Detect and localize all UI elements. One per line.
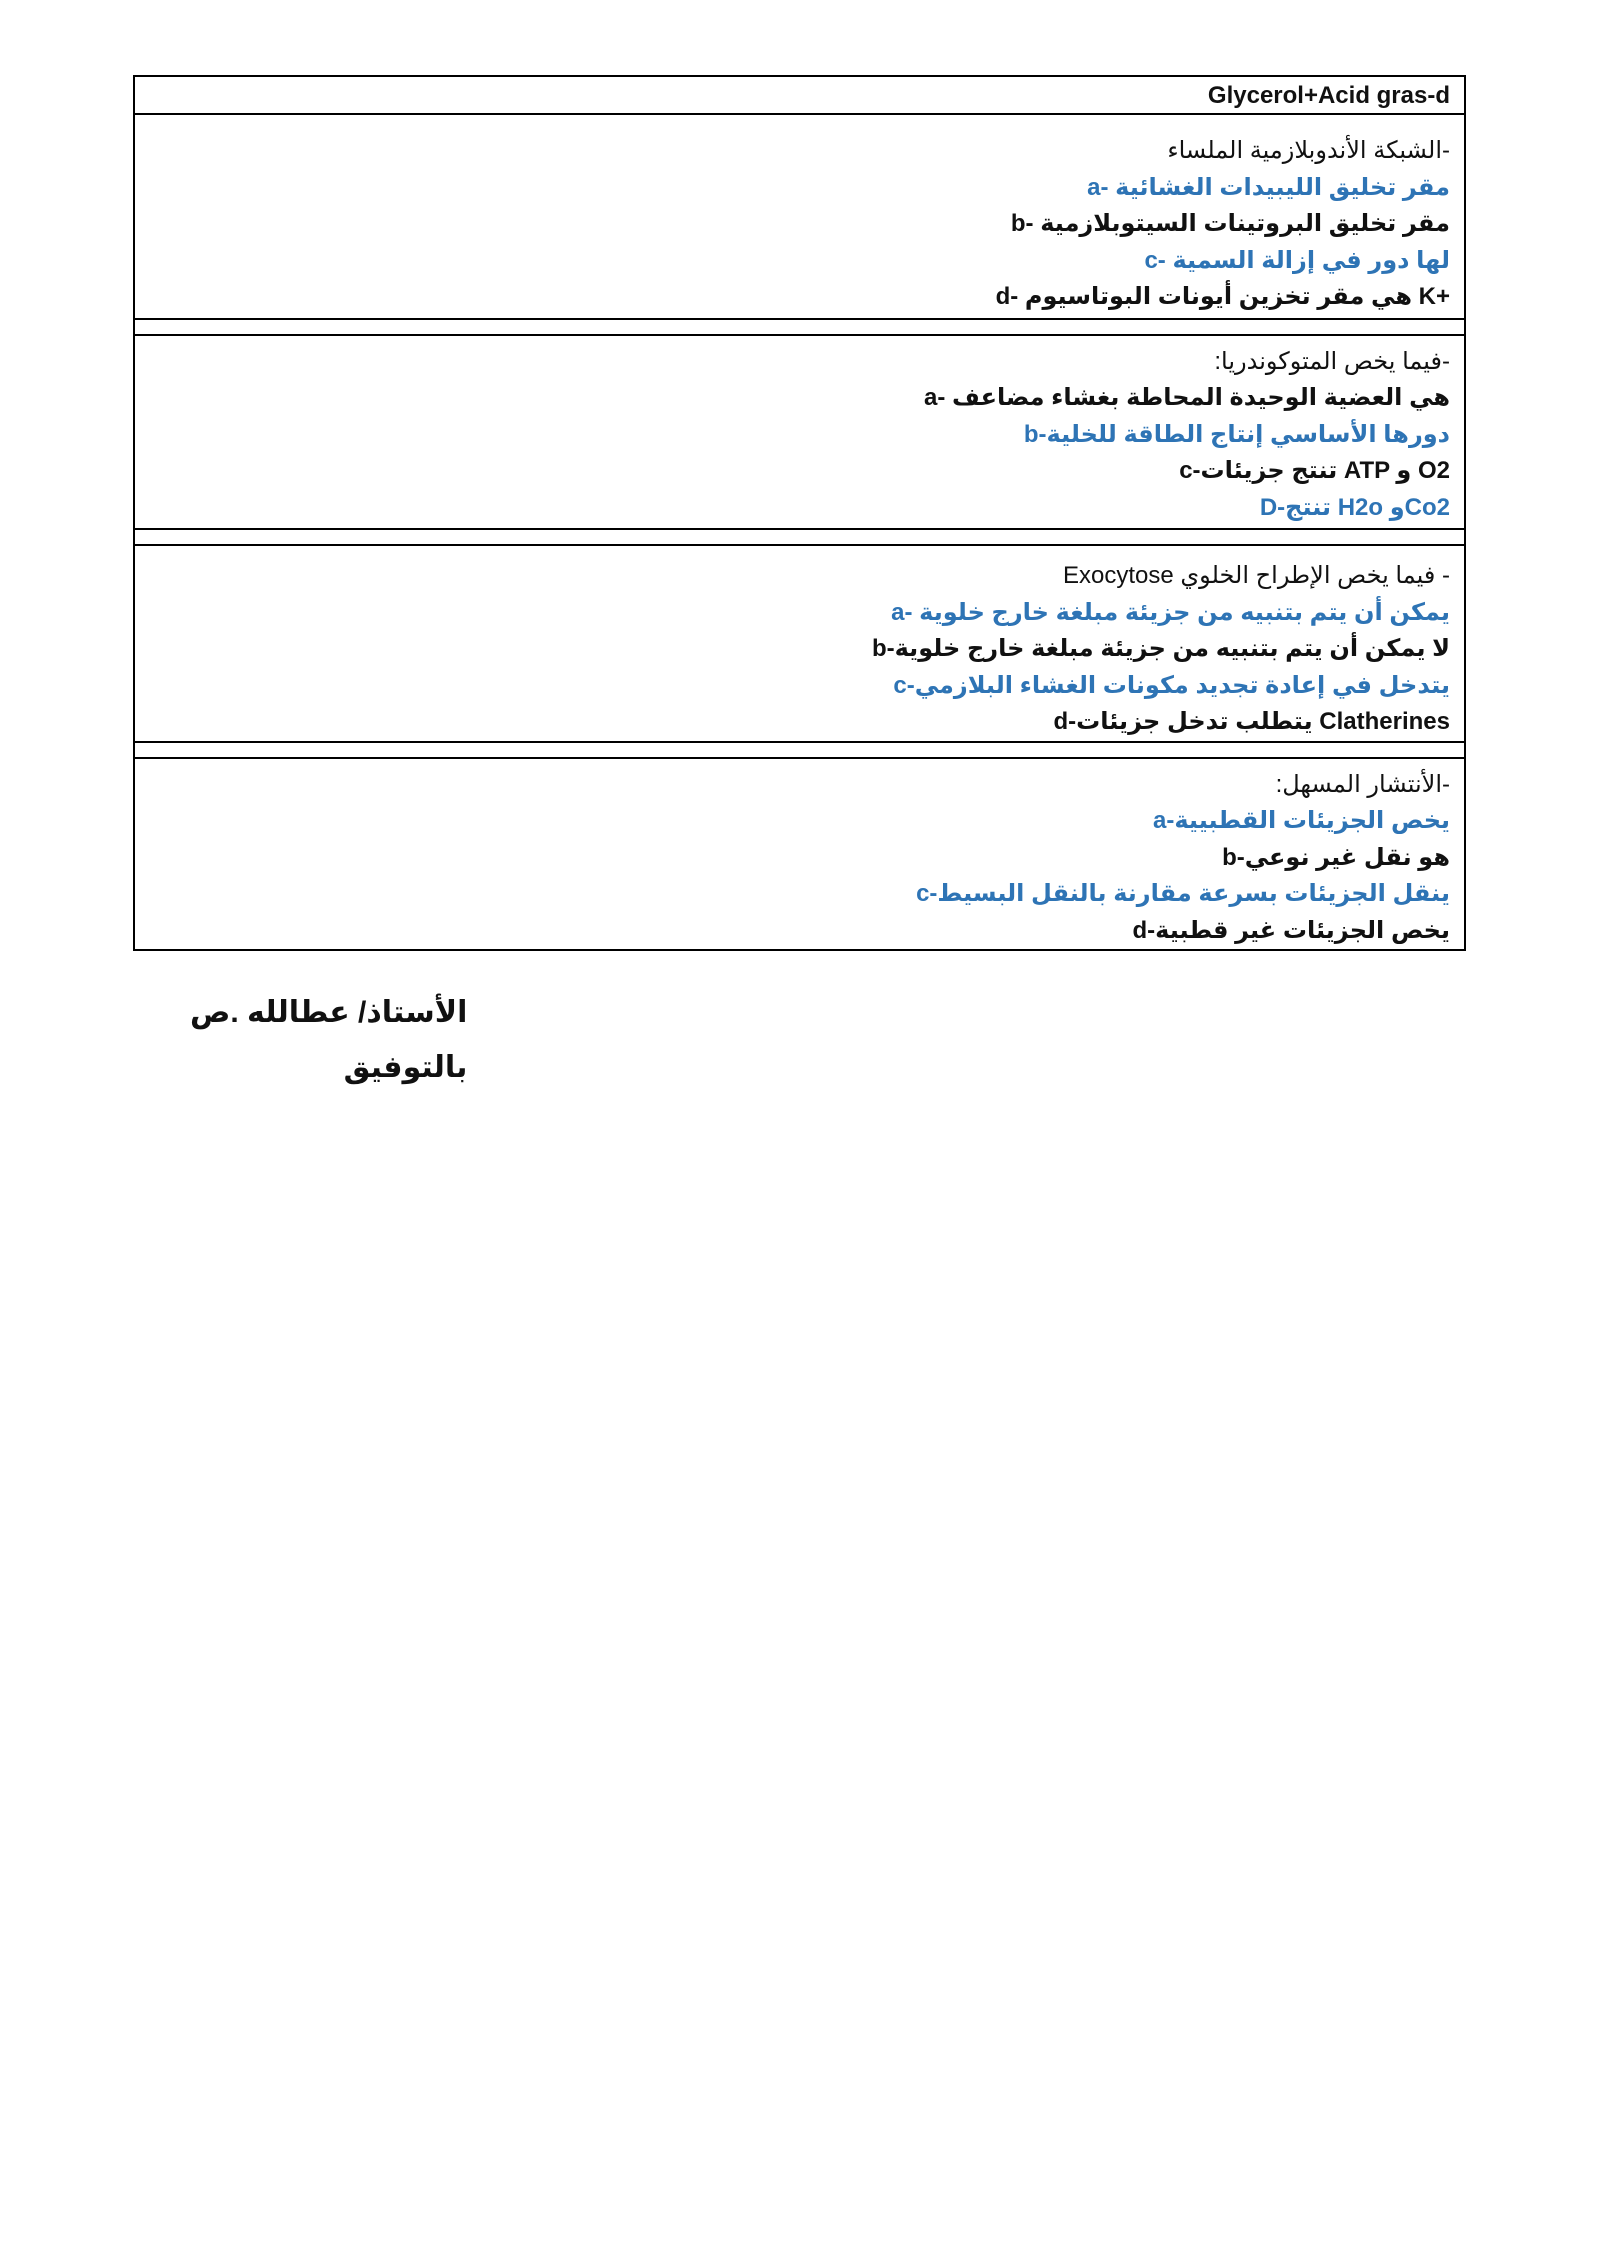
question-block-er (135, 113, 1464, 318)
question-block-mitochondria (135, 334, 1464, 529)
row-separator (135, 318, 1464, 334)
question-block-exocytose (135, 544, 1464, 741)
option-c: c-يتدخل في إعادة تجديد مكونات الغشاء البلازمي (893, 671, 1450, 699)
row-separator (135, 741, 1464, 757)
option-a: a- هي العضية الوحيدة المحاطة بغشاء مضاعف (923, 384, 1450, 411)
option-a: a- يمكن أن يتم بتنبيه من جزيئة مبلغة خارج خلوية (891, 598, 1450, 626)
answer-row-glycerol (135, 75, 1464, 113)
option-d: d-يتطلب تدخل جزيئات Clatherines (1053, 708, 1450, 735)
option-a: a- مقر تخليق الليبيدات الغشائية (1087, 173, 1450, 201)
option-b: b-لا يمكن أن يتم بتنبيه من جزيئة مبلغة خارج خلوية (871, 635, 1450, 662)
answer-text: Glycerol+Acid gras-d (1207, 82, 1450, 109)
question-stem: -الأنتشار المسهل: (1275, 770, 1450, 798)
option-a: a-يخص الجزيئات القطبيية (1153, 807, 1450, 834)
question-stem: - فيما يخص الإطراح الخلوي Exocytose (1063, 562, 1450, 589)
option-d: D-تنتج H2o وCo2 (1259, 493, 1450, 521)
question-block-facilitated-diffusion (135, 757, 1464, 950)
option-d: d- هي مقر تخزين أيونات البوتاسيوم K+ (995, 283, 1450, 310)
option-d: d-يخص الجزيئات غير قطبية (1132, 916, 1450, 944)
teacher-name: الأستاذ/ عطالله .ص (190, 996, 468, 1029)
quiz-table (133, 75, 1466, 951)
question-stem: -الشبكة الأندوبلازمية الملساء (1167, 137, 1450, 164)
option-b: b-هو نقل غير نوعي (1222, 843, 1450, 871)
closing-wish: بالتوفيق (343, 1051, 468, 1084)
option-b: b- مقر تخليق البروتينات السيتوبلازمية (1010, 210, 1450, 237)
row-separator (135, 528, 1464, 544)
question-stem: -فيما يخص المتوكوندريا: (1214, 347, 1450, 375)
option-c: c-تنتج جزيئات ATP و O2 (1179, 457, 1450, 484)
option-c: c-ينقل الجزيئات بسرعة مقارنة بالنقل البسيط (916, 880, 1450, 907)
signature-block (190, 985, 467, 1095)
option-c: c- لها دور في إزالة السمية (1144, 246, 1450, 274)
option-b: b-دورها الأساسي إنتاج الطاقة للخلية (1023, 420, 1450, 448)
